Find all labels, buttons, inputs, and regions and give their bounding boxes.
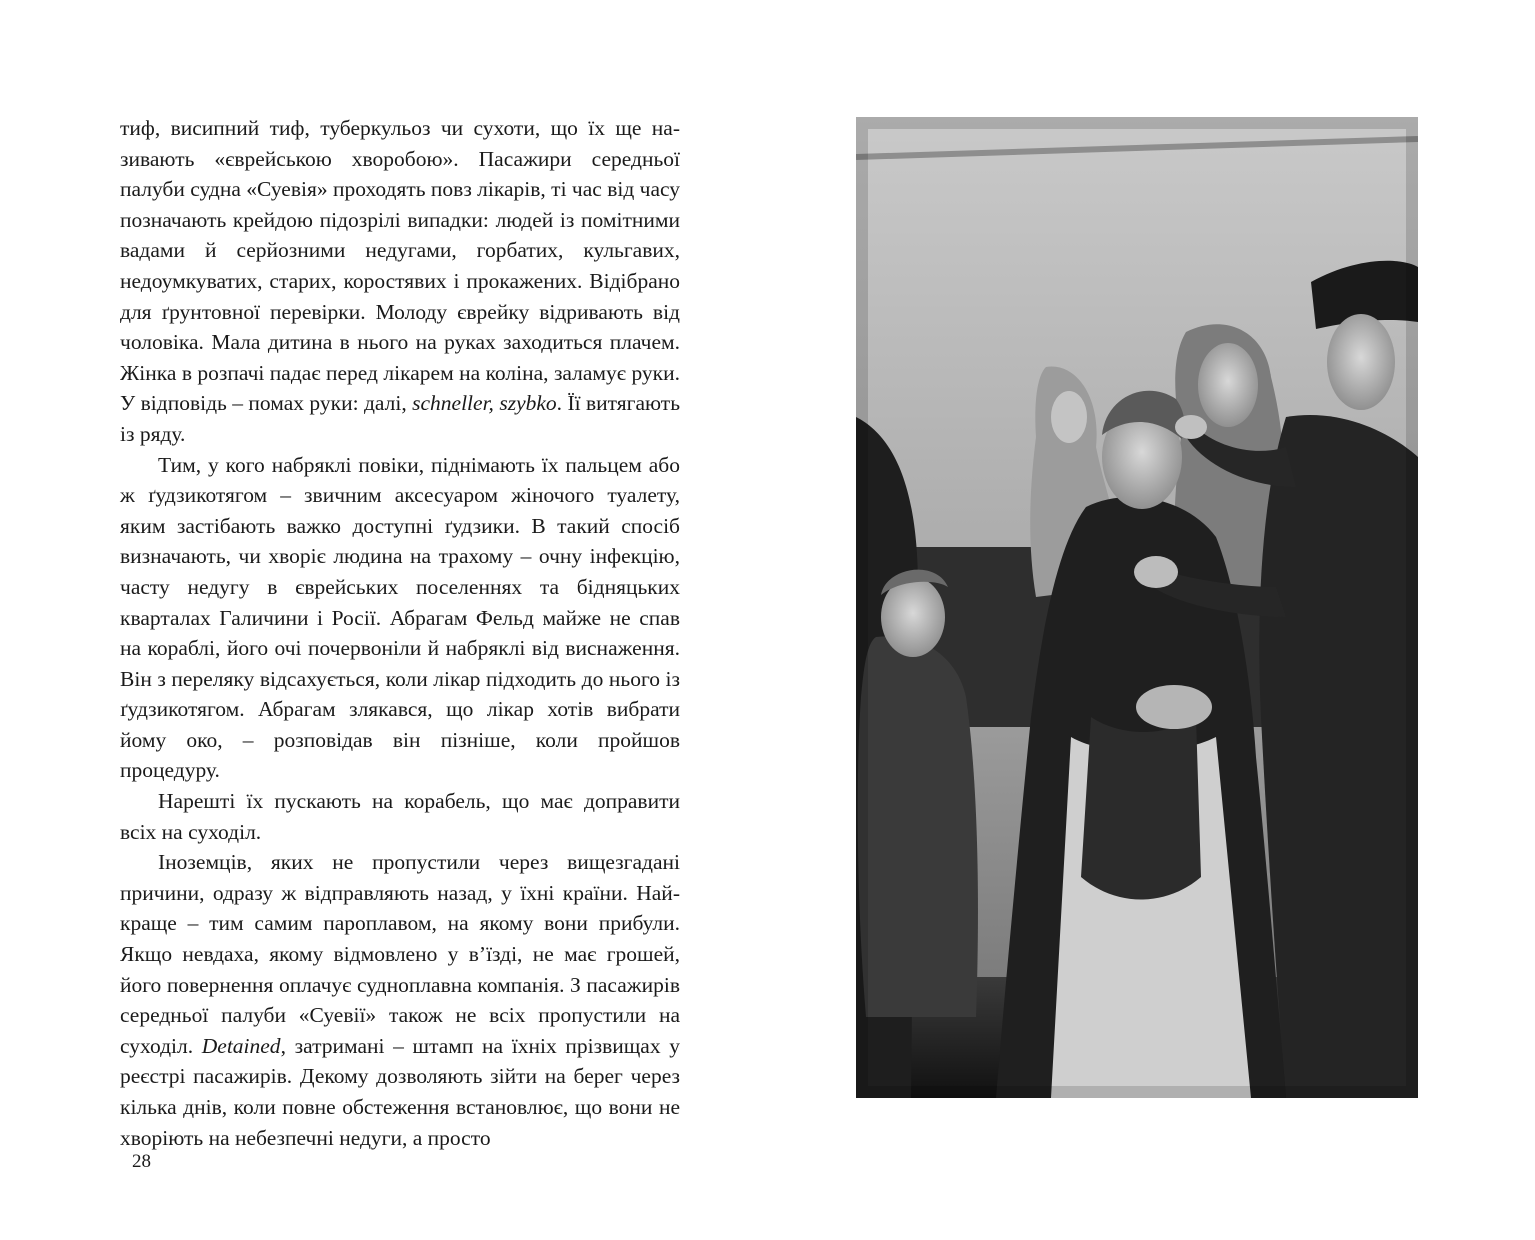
photo-main-woman-apron (1081, 717, 1201, 900)
paragraph-2: Тим, у кого набряклі повіки, піднімають їх пальцем або ж ґудзикотягом – звичним аксесуаром жіночого туалету, яким застібають важко доступні ґудзики. В такий спосіб визначають, чи хворіє людина на трахому – очну інфекцію, часту недугу в єврейських поселеннях та бідняцьких кварталах Галичини і Росії. Абрагам Фельд майже не спав на кораблі, його очі почервоніли й набряклі від виснаження. Він з переляку відсахується, коли лікар підходить до нього із ґудзикотягом. Абрагам злякався, що лікар хотів вибрати йому око, – розповідав він пізніше, коли пройшов процедуру. (120, 452, 680, 783)
paragraph-1-text-a: тиф, висипний тиф, туберкульоз чи сухоти, що їх ще називають «єврейською хворобою». Пасажири середньої палуби судна «Суевія» проходять повз лікарів, ті час від часу позначають крейдою підозрілі випадки: людей із помітними вадами й серйозними недугами, горбатих, кульгавих, недоумкуватих, старих, коростявих і прокажених. Відібрано для ґрунтовної перевірки. Молоду єврейку відривають від чоловіка. Мала дитина в нього на руках заходиться плачем. Жінка в розпачі падає перед лікарем на коліна, заламує руки. У відповідь – помах руки: далі, (120, 116, 680, 416)
photo-child-body (858, 636, 978, 1017)
body-text (120, 113, 680, 1153)
paragraph-3: Нарешті їх пускають на корабель, що має доправити всіх на суходіл. (120, 789, 680, 844)
paragraph-1 (120, 113, 680, 450)
paragraph-4-text-a: Іноземців, яких не пропустили через вищезгадані причини, одразу ж відправляють назад, у їхні країни. Найкраще – тим самим пароплавом, на якому вони прибули. Якщо невдаха, якому відмовлено у в’їзді, не має грошей, його повернення оплачує судноплавна компанія. З пасажирів середньої палуби «Суевії» також не всіх пропустили на суходіл. (120, 850, 680, 1058)
photo-main-woman-hands (1136, 685, 1212, 729)
photo-officer-hand (1175, 415, 1207, 439)
photo-officer-body (1259, 415, 1418, 1098)
paragraph-1-text-b: . Її витягають із ряду. (120, 391, 681, 446)
photo-officer-face (1327, 314, 1395, 410)
photo-child-face (881, 577, 945, 657)
photo-illustration (856, 117, 1418, 1098)
photo-hooded-woman-face (1198, 343, 1258, 427)
paragraph-4-italic: Detained (201, 1033, 281, 1058)
page-number: 28 (132, 1151, 151, 1172)
archival-photo (856, 117, 1418, 1098)
photo-officer-hand-lower (1134, 556, 1178, 588)
paragraph-4-text-b: , затримані – штамп на їхніх прізвищах у реєстрі пасажирів. Декому дозволяють зійти на берег через кілька днів, коли повне обстеження встановлює, що вони не хворіють на небезпечні недуги, а просто (120, 1033, 680, 1150)
paragraph-4 (120, 847, 680, 1153)
paragraph-1-italic: schneller, szybko (412, 391, 557, 416)
photo-bg-woman-left-face (1051, 391, 1087, 443)
